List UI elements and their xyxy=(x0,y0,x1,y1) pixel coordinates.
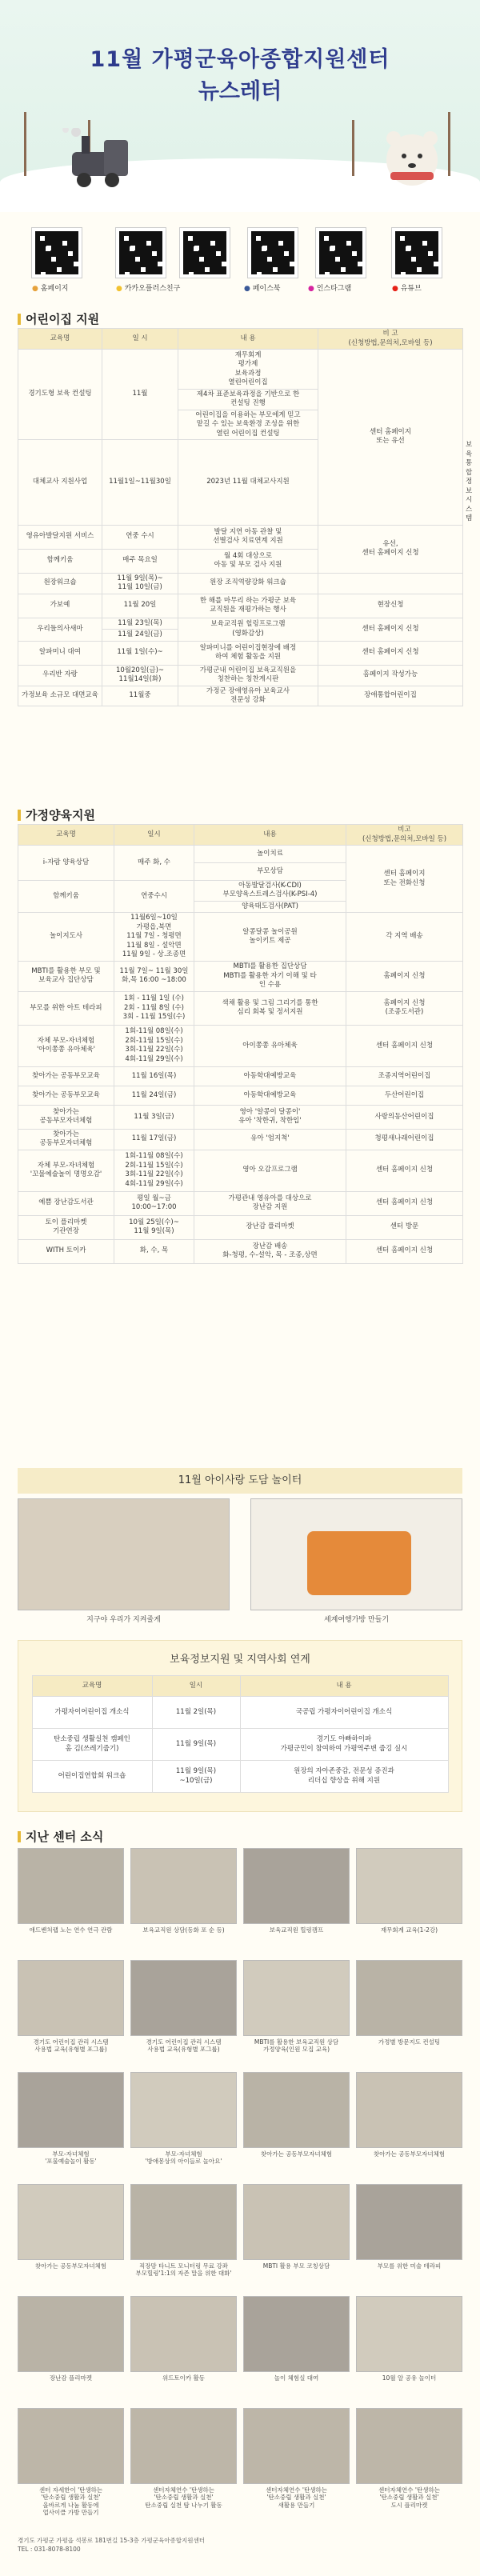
column-header: 내 용 xyxy=(178,329,318,350)
news-caption: 10월 알 공유 놀이터 xyxy=(382,2374,437,2382)
community-table xyxy=(32,1675,449,1793)
news-photo xyxy=(356,2408,462,2484)
table-row xyxy=(18,665,463,686)
table-cell: 11월 9일(목)~ 11월 10일(금) xyxy=(102,573,178,594)
table-cell: 1회-11월 08일(수) 2회-11월 15일(수) 3회-11월 22일(수) 4회-11월 29일(수) xyxy=(114,1150,194,1191)
table-cell: 색채 활용 및 그림 그리기를 통한 심리 회복 및 정서지원 xyxy=(194,991,346,1025)
qr-code[interactable] xyxy=(248,228,298,278)
news-caption: 부모-자녀체험 '포물예술놀이 활동' xyxy=(45,2150,97,2166)
newsletter-header xyxy=(0,0,480,212)
table-row xyxy=(18,350,463,390)
table-cell: 원장워크숍 xyxy=(18,573,102,594)
tree-illustration xyxy=(448,112,450,176)
column-header: 일 시 xyxy=(102,329,178,350)
parenting-section-title: 가정양육지원 xyxy=(18,806,95,823)
qr-label xyxy=(392,282,422,293)
daycare-table-wrap xyxy=(18,328,473,706)
table-cell: 발달 지연 아동 관찰 및 선별검사 치료연계 지원 xyxy=(178,525,318,549)
table-row xyxy=(18,686,463,706)
news-photo xyxy=(356,1848,462,1924)
table-cell: 영아 오감프로그램 xyxy=(194,1150,346,1191)
table-cell: 함께키움 xyxy=(18,881,114,913)
qr-label xyxy=(32,282,69,293)
bear-illustration xyxy=(376,124,448,196)
news-caption: 놀이 체험실 대여 xyxy=(274,2374,319,2382)
footer-phone: TEL : 031-8078-8100 xyxy=(18,2546,81,2554)
table-row xyxy=(18,961,463,991)
table-cell: 아동학대예방교육 xyxy=(194,1086,346,1105)
playground-photo xyxy=(250,1498,462,1610)
qr-label-text: 카카오플러스친구 xyxy=(124,285,181,293)
table-row xyxy=(18,573,463,594)
column-header: 일시 xyxy=(114,825,194,846)
table-cell: 11월6일~10일 가평읍,북면 11월 7일 - 청평면 11월 8일 - 설악면 11월 9일 - 상.조종면 xyxy=(114,913,194,961)
qr-label-text: 인스타그램 xyxy=(316,285,352,293)
table-cell: 토이 플리마켓 기관연장 xyxy=(18,1215,114,1239)
table-cell: 11월 16일(목) xyxy=(114,1066,194,1086)
table-cell: 놀이치료 xyxy=(194,846,346,863)
table-cell: 자체 부모-자녀체험 '꼬물예술놀이 명명오감' xyxy=(18,1150,114,1191)
table-cell: 11월 1일(수)~ xyxy=(102,641,178,665)
table-row: 대체교사 지원사업 11월1일~11월30일 2023년 11월 대체교사지원 보육통합정보시스템 xyxy=(18,440,463,525)
table-cell: 11월 xyxy=(102,350,178,440)
table-cell: 홈페이지 작성가능 xyxy=(318,665,463,686)
table-cell: 영유아발달지원 서비스 xyxy=(18,525,102,549)
news-caption: 센터자체연수 '탄생하는 '탄소중립 생활과 실천' 탄소중립 실천 탐 나누기 활동 xyxy=(145,2486,222,2509)
qr-code[interactable] xyxy=(32,228,82,278)
table-row xyxy=(18,1129,463,1150)
news-caption: 센터자체연수 '탄생하는 '탄소중립 생활과 실천' 도시 플리마켓 xyxy=(378,2486,440,2509)
table-cell: 장애통합어린이집 xyxy=(318,686,463,706)
table-row xyxy=(32,1761,448,1793)
news-photo xyxy=(18,2408,124,2484)
column-header: 내용 xyxy=(194,825,346,846)
table-row xyxy=(18,1025,463,1066)
news-caption: 애드벤처랩 노는 연수 연극 관람 xyxy=(29,1926,113,1934)
news-photo xyxy=(130,2184,237,2260)
qr-label-text: 유튜브 xyxy=(400,285,422,293)
table-cell: 센터 홈페이지 신청 xyxy=(346,1025,463,1066)
news-photo xyxy=(243,2072,350,2148)
table-cell: 화, 수, 목 xyxy=(114,1239,194,1263)
table-row xyxy=(18,991,463,1025)
qr-label xyxy=(244,282,281,293)
table-cell: 센터 홈페이지 신청 xyxy=(346,1191,463,1215)
table-cell: 센터 방문 xyxy=(346,1215,463,1239)
table-cell: 11월 24일(금) xyxy=(114,1086,194,1105)
table-row xyxy=(18,1150,463,1191)
instagram-icon: ● xyxy=(308,285,317,293)
news-photo xyxy=(243,1848,350,1924)
table-cell: 연중수시 xyxy=(114,881,194,913)
train-illustration xyxy=(48,128,152,192)
table-cell: 재무회계 평가제 보육과정 열린어린이집 xyxy=(178,350,318,390)
table-cell: 영아 '알콩이 달콩이' 유아 '착한귀, 착한입' xyxy=(194,1105,346,1129)
table-cell: 알콩달콩 놀이공원 놀이키트 제공 xyxy=(194,913,346,961)
facebook-icon: ● xyxy=(244,285,253,293)
table-cell: 유선, 센터 홈페이지 신청 xyxy=(318,525,463,573)
table-cell: 연중 수시 xyxy=(102,525,178,549)
qr-label-text: 홈페이지 xyxy=(40,285,69,293)
table-cell: 11월 24일(금) xyxy=(102,630,178,641)
news-caption: 재무회계 교육(1-2강) xyxy=(380,1926,438,1934)
table-cell: 11월 23일(목) xyxy=(102,618,178,629)
column-header: 비 고 (신청방법,문의처,모바일 등) xyxy=(318,329,463,350)
table-cell: 알파미니를 어린이집현장에 배정 하여 체험 활동을 지원 xyxy=(178,641,318,665)
table-row xyxy=(18,618,463,629)
table-cell: 찾아가는 공동부모자녀체험 xyxy=(18,1129,114,1150)
table-cell: 10월20일(금)~ 11월14일(화) xyxy=(102,665,178,686)
table-cell: 두산어린이집 xyxy=(346,1086,463,1105)
column-header: 교육명 xyxy=(18,825,114,846)
table-cell: 예쁨 장난감도서관 xyxy=(18,1191,114,1215)
news-photo xyxy=(243,2184,350,2260)
table-cell: 보육교직원 힐링프로그램 (영화감상) xyxy=(178,618,318,641)
community-title: 보육정보지원 및 지역사회 연계 xyxy=(170,1654,310,1666)
table-row xyxy=(18,913,463,961)
table-cell: 11월 9일(목) xyxy=(152,1729,240,1761)
news-photo xyxy=(356,2296,462,2372)
qr-code[interactable] xyxy=(392,228,442,278)
table-cell: 탄소중립 생활실천 캠페인 홈 김(쓰레기줍기) xyxy=(32,1729,152,1761)
table-cell: 원장의 자아존중감, 전문성 증진과 리더십 향상을 위해 지원 xyxy=(240,1761,448,1793)
table-cell: 아이쫑쫑 유아체육 xyxy=(194,1025,346,1066)
column-header: 교육명 xyxy=(32,1676,152,1697)
table-row xyxy=(18,1191,463,1215)
newsletter-title: 11월 가평군육아종합지원센터 xyxy=(90,47,390,72)
news-caption: 경기도 어린이집 관리 시스템 사용법 교육(유형별 포그룹) xyxy=(146,2038,222,2054)
table-cell: 11월 7일~ 11월 30일 화,목 16:00 ~18:00 xyxy=(114,961,194,991)
news-caption: MBTI 활용 부모 코칭상담 xyxy=(262,2262,330,2270)
table-cell: 홈페이지 신청 xyxy=(346,961,463,991)
news-photo xyxy=(130,2408,237,2484)
table-cell: 부모상담 xyxy=(194,863,346,881)
table-cell: 찾아가는 공동부모자녀체험 xyxy=(18,1105,114,1129)
footer-address: 경기도 가평군 가평읍 석봉로 181번길 15-3층 가평군육아종합지원센터 xyxy=(18,2537,206,2544)
table-cell: 각 지역 배송 xyxy=(346,913,463,961)
table-row xyxy=(18,594,463,618)
table-cell: 가평관내 영유아를 대상으로 장난감 지원 xyxy=(194,1191,346,1215)
newsletter-subtitle: 뉴스레터 xyxy=(198,79,282,104)
playground-caption: 세계여행가방 만들기 xyxy=(323,1616,390,1624)
news-caption: 보육교직원 상담(동화 포 순 등) xyxy=(142,1926,225,1934)
daycare-table xyxy=(18,328,473,706)
table-cell: 한 해를 마무리 하는 가평군 보육 교직원을 재평가하는 행사 xyxy=(178,594,318,618)
table-cell: 10월 25일(수)~ 11월 9일(목) xyxy=(114,1215,194,1239)
qr-label-text: 페이스북 xyxy=(252,285,281,293)
table-cell: 제4차 표준보육과정을 기반으로 한 컨설팅 진행 xyxy=(178,390,318,410)
playground-title: 11월 아이사랑 도담 놀이터 xyxy=(18,1468,462,1494)
table-cell: 찾아가는 공동부모교육 xyxy=(18,1086,114,1105)
table-cell: WITH 토이카 xyxy=(18,1239,114,1263)
table-cell: 센터 홈페이지 신청 xyxy=(346,1239,463,1263)
youtube-icon: ● xyxy=(392,285,401,293)
table-cell: 아동발달검사(K-CDI) 부모양육스트레스검사(K-PSI-4) xyxy=(194,881,346,902)
table-cell: 부모를 위한 아트 테라피 xyxy=(18,991,114,1025)
news-photo xyxy=(18,2296,124,2372)
table-row xyxy=(18,1066,463,1086)
table-cell: 11월 17일(금) xyxy=(114,1129,194,1150)
table-cell: 매주 화, 수 xyxy=(114,846,194,881)
footer xyxy=(18,2536,205,2554)
table-cell: 유아 '엄지척' xyxy=(194,1129,346,1150)
center-news-title: 지난 센터 소식 xyxy=(18,1828,103,1845)
column-header: 교육명 xyxy=(18,329,102,350)
parenting-table xyxy=(18,824,463,1264)
table-cell: 사랑의동산어린이집 xyxy=(346,1105,463,1129)
table-cell: 월 4회 대상으로 아동 및 부모 검사 지원 xyxy=(178,549,318,573)
table-cell: 우리들의사새마 xyxy=(18,618,102,641)
table-cell: 11월중 xyxy=(102,686,178,706)
home-icon: ● xyxy=(32,285,41,293)
table-cell: 가정보육 소규모 대면교육 xyxy=(18,686,102,706)
daycare-section-title: 어린이집 지원 xyxy=(18,310,99,327)
table-cell: 어린이집연합회 워크숍 xyxy=(32,1761,152,1793)
table-row xyxy=(18,1215,463,1239)
news-photo xyxy=(18,2184,124,2260)
parenting-table-wrap xyxy=(18,824,463,1264)
table-cell: 조종지역어린이집 xyxy=(346,1066,463,1086)
column-header: 내 용 xyxy=(240,1676,448,1697)
table-row xyxy=(18,1105,463,1129)
table-cell: 매주 목요일 xyxy=(102,549,178,573)
table-cell: 양육태도검사(PAT) xyxy=(194,901,346,912)
table-cell: 알파미니 대여 xyxy=(18,641,102,665)
qr-code[interactable] xyxy=(116,228,166,278)
news-caption: 부모를 위한 미술 테라피 xyxy=(377,2262,442,2270)
table-row xyxy=(18,846,463,863)
table-cell: 현장신청 xyxy=(318,594,463,618)
news-photo xyxy=(18,1960,124,2036)
table-cell: 11월1일~11월30일 xyxy=(102,440,178,525)
qr-code[interactable] xyxy=(316,228,366,278)
table-cell: MBTI를 활용한 부모 및 보육교사 집단상담 xyxy=(18,961,114,991)
news-caption: 센터 자세한이 '탄생하는 '탄소중립 생활과 실천' 올바르게 나눔 활동에 업사이클 가방 만들기 xyxy=(38,2486,103,2517)
table-cell: 원장 조직역량강화 워크숍 xyxy=(178,573,318,594)
news-photo xyxy=(243,1960,350,2036)
news-caption: 부모-자녀체험 '방애몽상의 아이들로 놀아요' xyxy=(145,2150,222,2166)
playground-photo xyxy=(18,1498,230,1610)
news-caption: 위드토이카 활동 xyxy=(162,2374,206,2382)
table-cell: 대체교사 지원사업 xyxy=(18,440,102,525)
table-cell: 놀이지도사 xyxy=(18,913,114,961)
table-cell: 국공립 가평자이어린이집 개소식 xyxy=(240,1697,448,1729)
community-box xyxy=(18,1640,462,1812)
table-cell: 1회-11월 08일(수) 2회-11월 15일(수) 3회-11월 22일(수) 4회-11월 29일(수) xyxy=(114,1025,194,1066)
news-caption: 장난감 플리마켓 xyxy=(49,2374,93,2382)
table-cell: 아동학대예방교육 xyxy=(194,1066,346,1086)
tree-illustration xyxy=(24,112,26,176)
news-photo xyxy=(356,1960,462,2036)
news-photo xyxy=(356,2184,462,2260)
table-cell xyxy=(318,573,463,594)
news-photo xyxy=(18,1848,124,1924)
news-photo xyxy=(243,2296,350,2372)
news-photo xyxy=(243,2408,350,2484)
table-cell: 11월 2일(목) xyxy=(152,1697,240,1729)
table-cell: 장난감 배송 화-청평, 수-설악, 목 - 조종,상면 xyxy=(194,1239,346,1263)
news-caption: 찾아가는 공동부모자녀체험 xyxy=(260,2150,333,2158)
table-cell: 센터 홈페이지 또는 전화신청 xyxy=(346,846,463,913)
table-cell: 가보예 xyxy=(18,594,102,618)
news-photo xyxy=(356,2072,462,2148)
news-photo xyxy=(18,2072,124,2148)
kakao-icon: ● xyxy=(116,285,125,293)
table-cell: 11월 9일(목) ~10일(금) xyxy=(152,1761,240,1793)
table-cell: 평일 월~금 10:00~17:00 xyxy=(114,1191,194,1215)
news-caption: 보육교직원 힐링캠프 xyxy=(269,1926,324,1934)
qr-label xyxy=(308,282,351,293)
table-row xyxy=(18,525,463,549)
table-cell: 찾아가는 공동부모교육 xyxy=(18,1066,114,1086)
table-cell: 1회 - 11월 1일 (수) 2회 - 11월 8일 (수) 3회 - 11월 15일(수) xyxy=(114,991,194,1025)
table-row xyxy=(32,1697,448,1729)
table-cell: 센터 홈페이지 또는 유선 xyxy=(318,350,463,526)
news-caption: MBTI를 활용한 보육교직원 상담 가정양육(인원 모집 교육) xyxy=(254,2038,339,2054)
table-cell: 장난감 플리마켓 xyxy=(194,1215,346,1239)
news-caption: 찾아가는 공동부모자녀체험 xyxy=(373,2150,446,2158)
table-row xyxy=(18,1086,463,1105)
news-photo xyxy=(130,2296,237,2372)
qr-label xyxy=(116,282,180,293)
table-cell: 자체 부모-자녀체험 '아이쫑쫑 유아체육' xyxy=(18,1025,114,1066)
news-caption: 경기도 어린이집 관리 시스템 사용법 교육(유형별 포그룹) xyxy=(33,2038,109,2054)
table-cell: 11월 3일(금) xyxy=(114,1105,194,1129)
column-header: 일시 xyxy=(152,1676,240,1697)
table-cell: 경기도형 보육 컨설팅 xyxy=(18,350,102,440)
table-cell: 함께키움 xyxy=(18,549,102,573)
table-row xyxy=(18,641,463,665)
table-cell: 센터 홈페이지 신청 xyxy=(346,1150,463,1191)
table-cell: i-자람 양육상담 xyxy=(18,846,114,881)
table-cell: 가평군내 어린이집 보육교직원을 칭찬하는 칭찬게시판 xyxy=(178,665,318,686)
news-caption: 직장맘 타니트 모니터링 무료 강좌 부모힐링'1:1의 자존 말을 위한 대화' xyxy=(135,2262,232,2278)
table-cell: 어린이집을 이용하는 부모에게 믿고 맡길 수 있는 보육환경 조성을 위한 열린 어린이집 컨설팅 xyxy=(178,410,318,439)
news-caption: 찾아가는 공동부모자녀체험 xyxy=(34,2262,107,2270)
table-cell: 11월 20일 xyxy=(102,594,178,618)
news-photo xyxy=(130,1960,237,2036)
news-caption: 가정별 방문지도 컨설팅 xyxy=(378,2038,441,2046)
qr-code[interactable] xyxy=(180,228,230,278)
playground-caption: 지구야 우리가 지켜줄게 xyxy=(86,1616,161,1624)
table-cell: 가평자이어린이집 개소식 xyxy=(32,1697,152,1729)
tree-illustration xyxy=(352,120,354,176)
column-header: 비고 (신청방법,문의처,모바일 등) xyxy=(346,825,463,846)
table-cell: 가정군 장애영유아 보육교사 전문성 강화 xyxy=(178,686,318,706)
table-cell: MBTI를 활용한 집단상담 MBTI를 활용한 자기 이해 및 타 인 수용 xyxy=(194,961,346,991)
table-row xyxy=(32,1729,448,1761)
news-caption: 센터자체연수 '탄생하는 '탄소중립 생활과 실천' 새활용 만들기 xyxy=(266,2486,327,2509)
table-cell: 경기도 아빠하이파 가평군민이 참여하여 가평역주변 줍깅 실시 xyxy=(240,1729,448,1761)
news-photo xyxy=(130,1848,237,1924)
table-cell: 홈페이지 신청 (조종도서관) xyxy=(346,991,463,1025)
news-photo xyxy=(130,2072,237,2148)
table-cell: 우리반 자랑 xyxy=(18,665,102,686)
table-row xyxy=(18,1239,463,1263)
table-cell: 2023년 11월 대체교사지원 xyxy=(178,440,318,525)
table-cell: 센터 홈페이지 신청 xyxy=(318,618,463,641)
qr-links xyxy=(0,212,480,300)
table-cell: 청평새나래어린이집 xyxy=(346,1129,463,1150)
table-cell: 센터 홈페이지 신청 xyxy=(318,641,463,665)
